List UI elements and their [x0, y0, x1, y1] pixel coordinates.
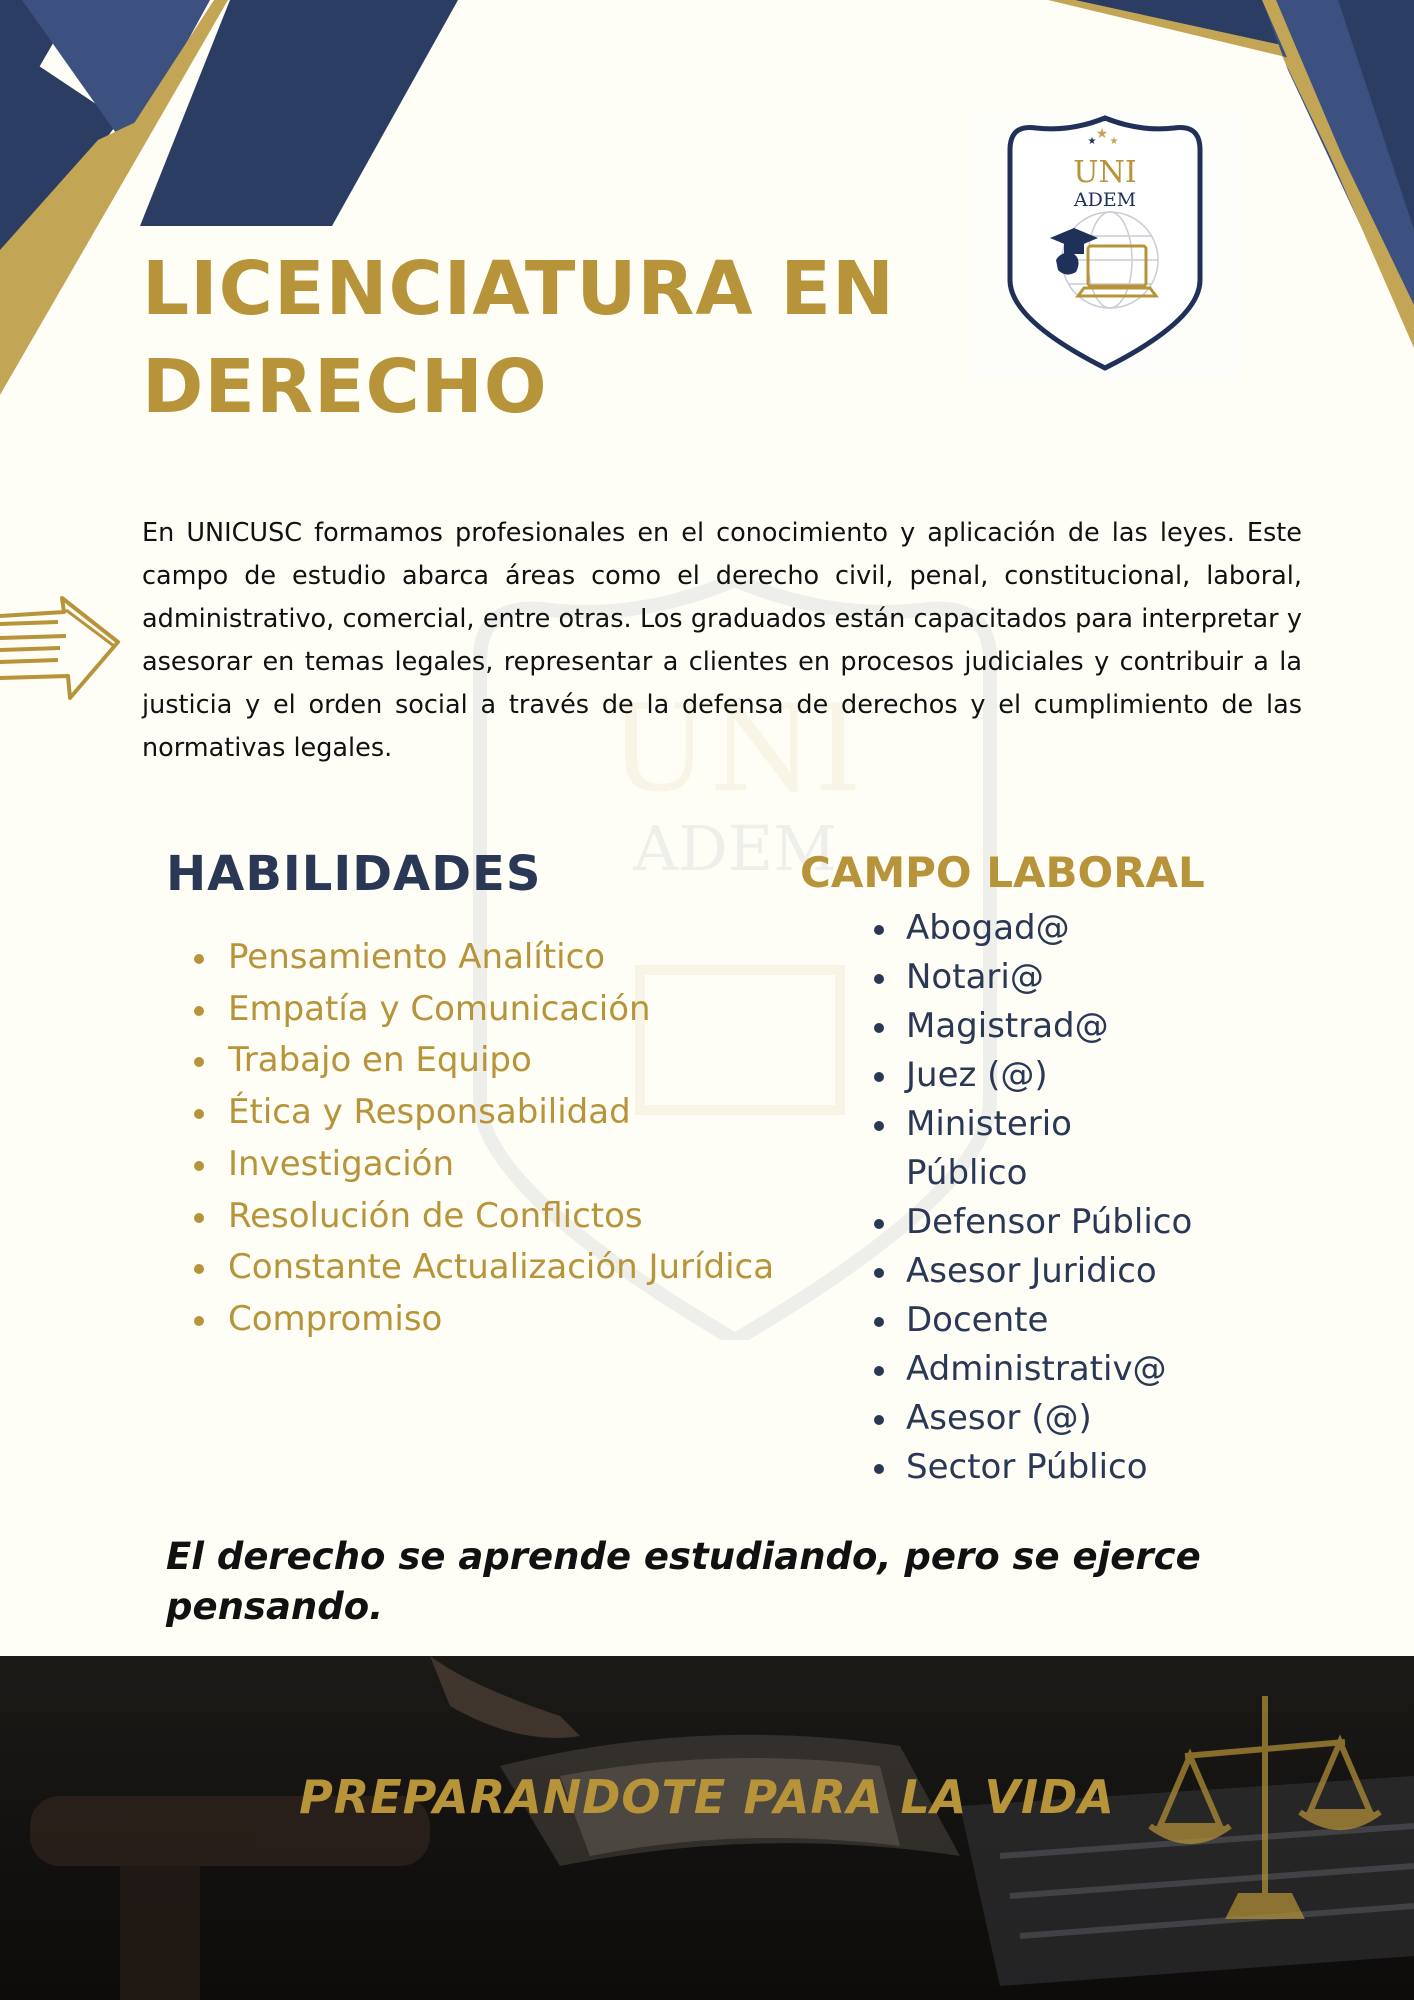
skill-item: Constante Actualización Jurídica: [190, 1242, 810, 1294]
job-item: Sector Público: [868, 1443, 1288, 1492]
skill-item: Compromiso: [190, 1294, 810, 1346]
job-item: Juez (@): [868, 1051, 1288, 1100]
logo-line1: UNI: [1073, 155, 1137, 190]
job-item: Asesor Juridico: [868, 1247, 1288, 1296]
skills-list: [190, 932, 810, 1346]
job-item: Docente: [868, 1296, 1288, 1345]
skill-item: Pensamiento Analítico: [190, 932, 810, 984]
job-item: Magistrad@: [868, 1002, 1288, 1051]
job-item: Notari@: [868, 953, 1288, 1002]
footer-slogan: PREPARANDOTE PARA LA VIDA: [299, 1770, 1115, 1824]
intro-paragraph: En UNICUSC formamos profesionales en el conocimiento y aplicación de las leyes. Este campo de estudio abarca áreas como el derecho civil, penal, constitucional, laboral, administrativo, comercial, entre otras. Los graduados están capacitados para interpretar y asesorar en temas legales, representar a clientes en procesos judiciales y contribuir a la justicia y el orden social a través de la defensa de derechos y el cumplimiento de las normativas legales.: [142, 518, 1302, 763]
footer-photo-band: [0, 1656, 1414, 2000]
job-item: [868, 1100, 1288, 1198]
svg-text:★: ★: [1109, 136, 1119, 147]
arrow-right-icon: [0, 590, 122, 708]
job-item-label: Ministerio Público: [906, 1104, 1072, 1193]
gavel-icon: [30, 1796, 430, 2000]
svg-text:ADEM: ADEM: [633, 812, 837, 885]
skill-item: Investigación: [190, 1139, 810, 1191]
job-item: Abogad@: [868, 904, 1288, 953]
job-field-list: [868, 904, 1288, 1492]
job-item: Defensor Público: [868, 1198, 1288, 1247]
svg-text:★: ★: [1095, 125, 1109, 141]
logo-line2: ADEM: [1073, 189, 1137, 211]
page-title: LICENCIATURA EN DERECHO: [142, 246, 895, 430]
skill-item: Empatía y Comunicación: [190, 984, 810, 1036]
job-field-heading: CAMPO LABORAL: [800, 848, 1205, 897]
skill-item: Trabajo en Equipo: [190, 1035, 810, 1087]
quote: El derecho se aprende estudiando, pero se ejerce pensando.: [166, 1535, 1201, 1628]
skill-item: Resolución de Conflictos: [190, 1191, 810, 1243]
svg-text:UNI: UNI: [608, 680, 862, 819]
skills-heading: HABILIDADES: [166, 846, 542, 902]
uniadem-logo: [970, 110, 1240, 380]
svg-text:★: ★: [1087, 136, 1097, 147]
skill-item: Ética y Responsabilidad: [190, 1087, 810, 1139]
job-item: Administrativ@: [868, 1345, 1288, 1394]
job-item: Asesor (@): [868, 1394, 1288, 1443]
